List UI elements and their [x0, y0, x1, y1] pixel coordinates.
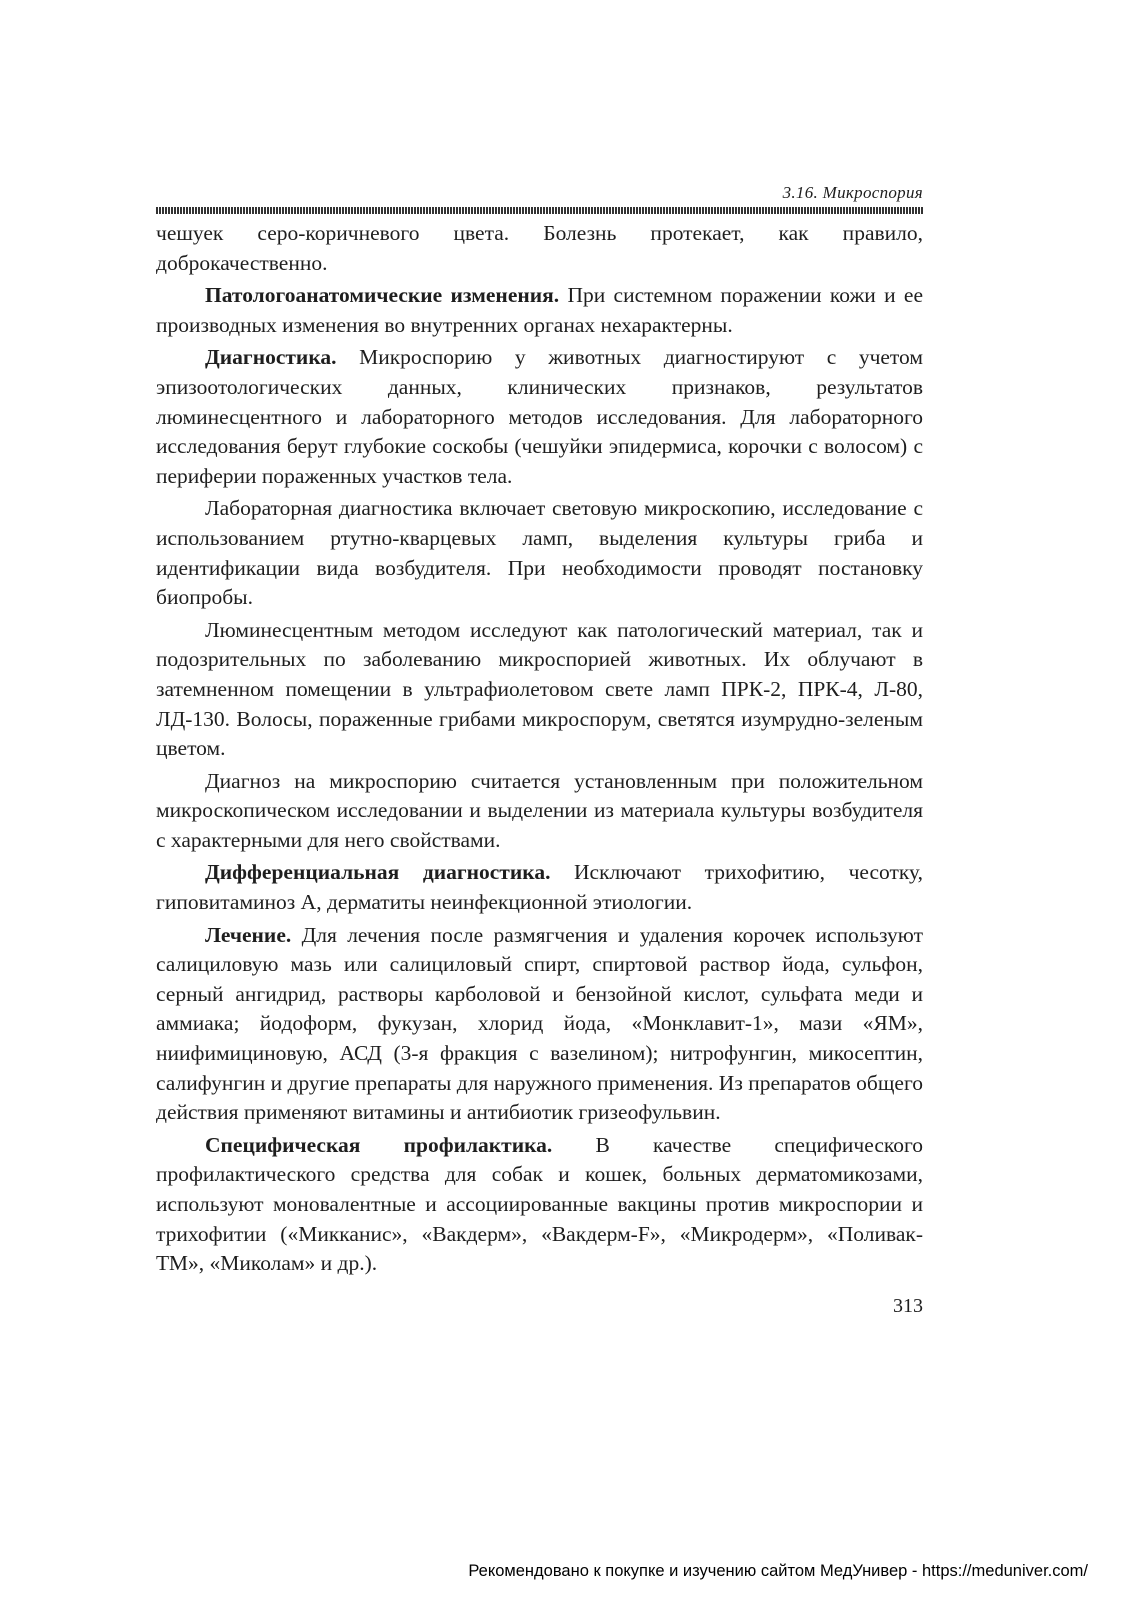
page-number: 313	[893, 1294, 923, 1317]
paragraph-text: Диагноз на микроспорию считается установленным при положительном микроскопическом исследовании и выделении из материала культуры возбудителя с характерными для него свойствами.	[156, 768, 923, 852]
paragraph-treatment	[156, 921, 923, 1128]
header-rule	[156, 207, 923, 214]
paragraph-differential	[156, 858, 923, 917]
paragraph-text: чешуек серо-коричневого цвета. Болезнь протекает, как правило, доброкачественно.	[156, 221, 923, 275]
paragraph-text: Микроспорию у животных диагностируют с учетом эпизоотологических данных, клинических признаков, результатов люминесцентного и лабораторного методов исследования. Для лабораторного исследования берут глубокие соскобы (чешуйки эпидермиса, корочки с волосом) с периферии пораженных участков тела.	[156, 345, 923, 488]
running-head-title: 3.16. Микроспория	[782, 183, 923, 202]
footer-recommendation: Рекомендовано к покупке и изучению сайтом МедУнивер - https://meduniver.com/	[468, 1562, 1088, 1580]
paragraph-diagnosis-established	[156, 767, 923, 856]
paragraph-lab-diagnostics	[156, 494, 923, 612]
paragraph-text: Исключают трихофитию, чесотку, гиповитаминоз А, дерматиты неинфекционной этиологии.	[156, 860, 923, 915]
paragraph-continuation	[156, 219, 923, 278]
paragraph-luminescent-method	[156, 616, 923, 764]
section-lead-differential: Дифференциальная диагностика.	[205, 860, 551, 885]
paragraph-text: Люминесцентным методом исследуют как патологический материал, так и подозрительных по заболеванию микроспорией животных. Их облучают в затемненном помещении в ультрафиолетовом свете ламп ПРК-2, ПРК-4, Л-80, ЛД-130. Волосы, пораженные грибами микроспорум, светятся изумрудно-зеленым цветом.	[156, 617, 923, 761]
book-page	[156, 182, 923, 1319]
paragraph-text: При системном поражении кожи и ее производных изменения во внутренних органах нехарактерны.	[156, 283, 923, 337]
paragraph-pathology	[156, 281, 923, 340]
section-lead-treatment: Лечение.	[205, 922, 292, 947]
body-text	[156, 219, 923, 1279]
section-lead-pathology: Патологоанатомические изменения.	[205, 283, 560, 308]
paragraph-text: В качестве специфического профилактического средства для собак и кошек, больных дерматомикозами, используют моновалентные и ассоциированные вакцины против микроспории и трихофитии («Микканис», «Вакдерм», «Вакдерм-F», «Микродерм», «Поливак-ТМ», «Миколам» и др.).	[156, 1132, 923, 1276]
paragraph-diagnostics	[156, 343, 923, 491]
section-lead-prophylaxis: Специфическая профилактика.	[205, 1132, 553, 1157]
paragraph-text: Лабораторная диагностика включает световую микроскопию, исследование с использованием ртутно-кварцевых ламп, выделения культуры гриба и идентификации вида возбудителя. При необходимости проводят постановку биопробы.	[156, 496, 923, 610]
section-lead-diagnostics: Диагностика.	[205, 345, 337, 370]
paragraph-text: Для лечения после размягчения и удаления корочек используют салициловую мазь или салициловый спирт, спиртовой раствор йода, сульфон, серный ангидрид, растворы карболовой и бензойной кислот, сульфата меди и аммиака; йодоформ, фукузан, хлорид йода, «Монклавит-1», мази «ЯМ», ниифимициновую, АСД (3-я фракция с вазелином); нитрофунгин, микосептин, салифунгин и другие препараты для наружного применения. Из препаратов общего действия применяют витамины и антибиотик гризеофульвин.	[156, 922, 923, 1125]
paragraph-prophylaxis	[156, 1131, 923, 1279]
